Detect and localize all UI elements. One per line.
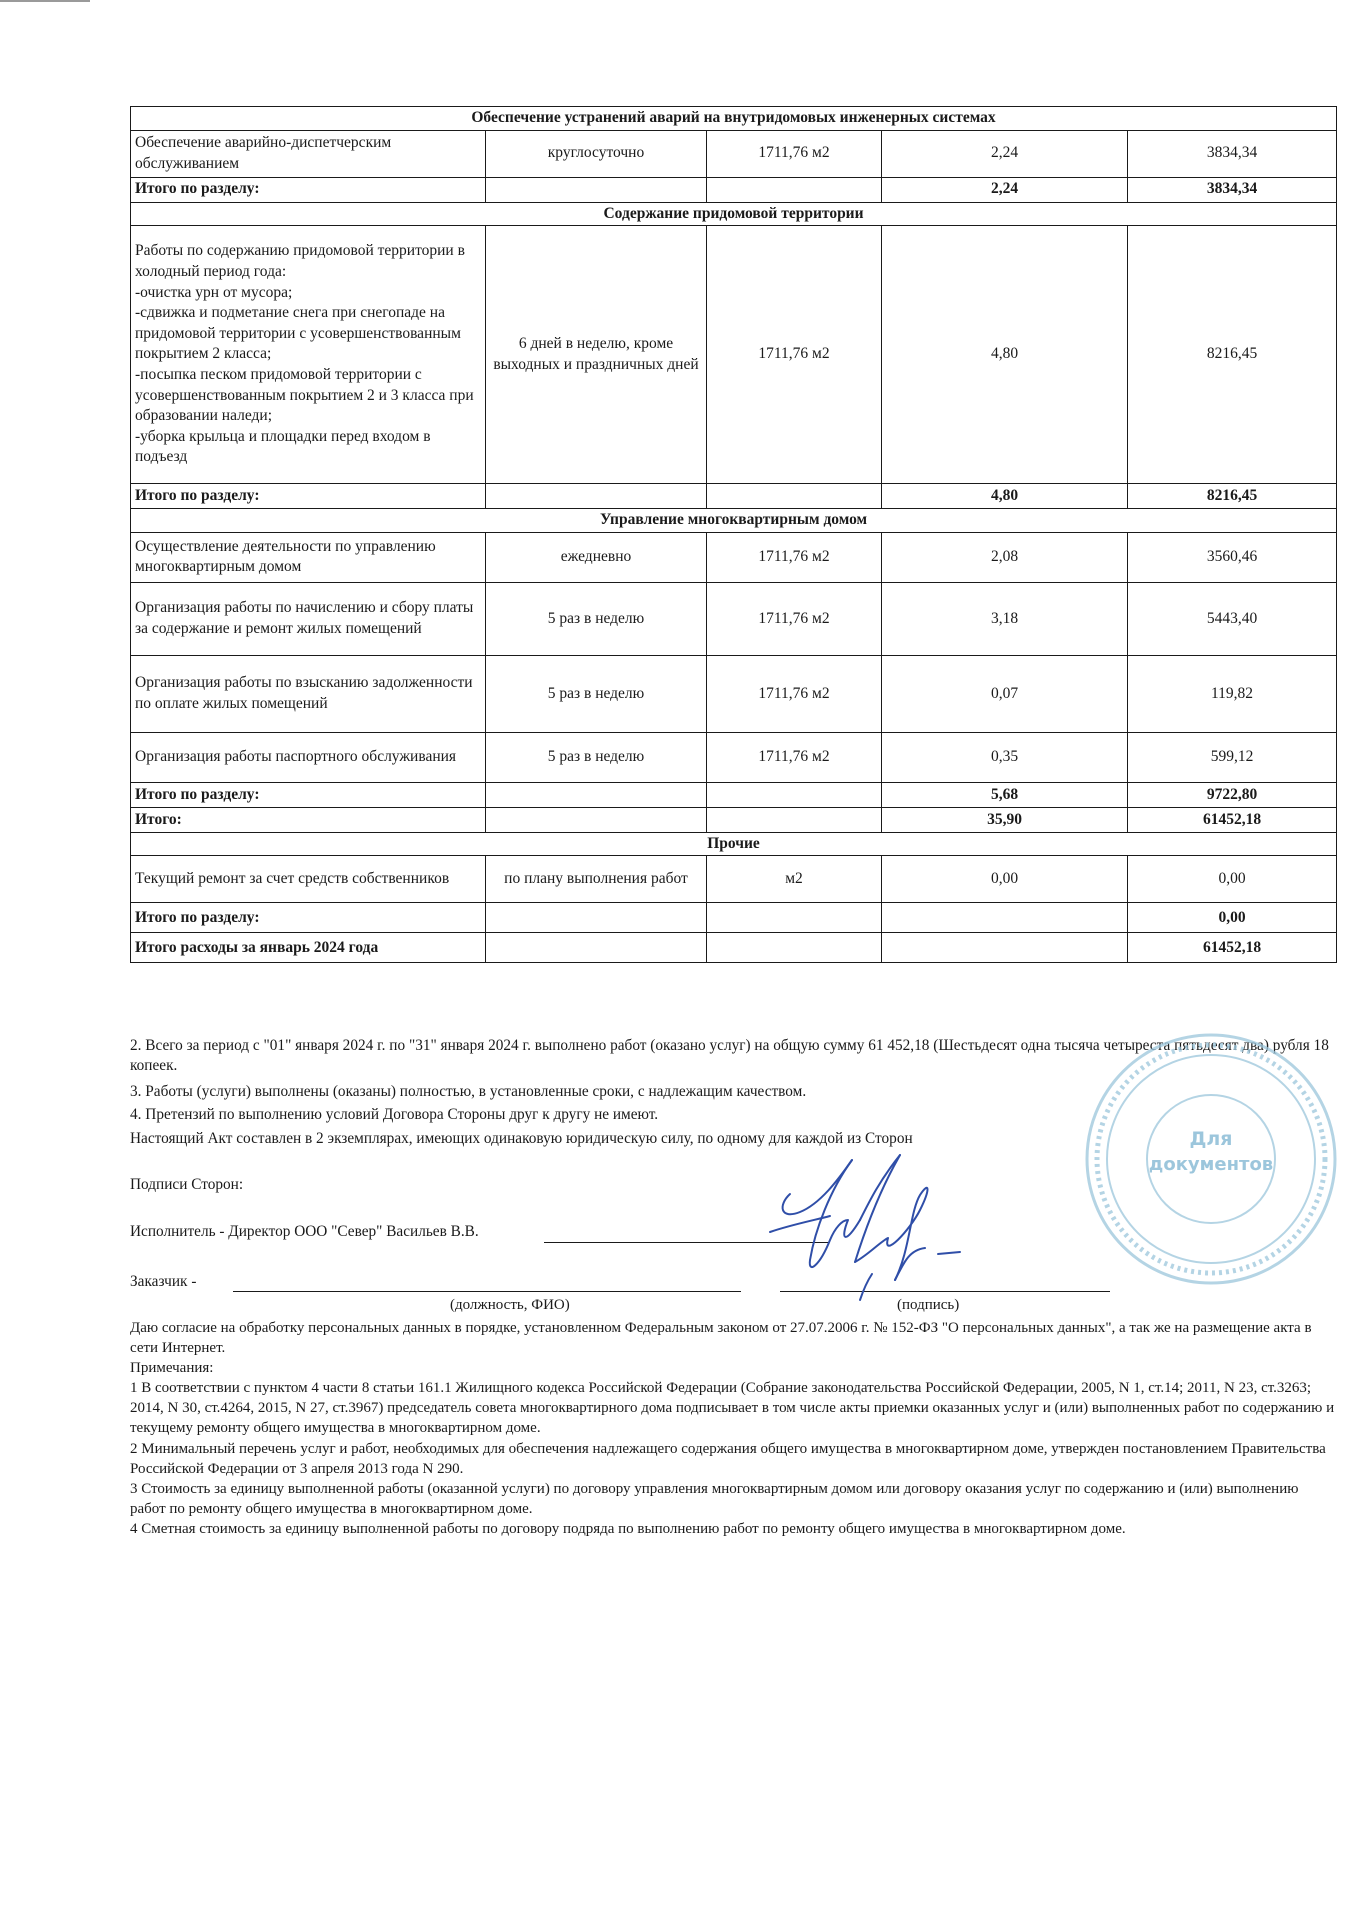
signature-hint: (подпись) <box>897 1297 960 1313</box>
service-area: 1711,76 м2 <box>707 130 882 177</box>
empty-cell <box>486 782 707 807</box>
service-area: 1711,76 м2 <box>707 655 882 732</box>
empty-cell <box>882 903 1128 933</box>
expenses-total-row <box>131 933 1337 963</box>
note-item: 2 Минимальный перечень услуг и работ, необходимых для обеспечения надлежащего содержания общего имущества в многоквартирном доме, утвержден постановлением Правительства Российской Федерации от 3 апреля 2013 года N 290. <box>130 1440 1326 1477</box>
service-sum: 5443,40 <box>1128 582 1337 655</box>
grand-total-label: Итого: <box>131 807 486 832</box>
service-rate: 2,08 <box>882 532 1128 582</box>
section-header-row <box>131 107 1337 131</box>
service-rate: 0,35 <box>882 732 1128 782</box>
service-line: -посыпка песком придомовой территории с усовершенствованным покрытием 2 и 3 класса при образовании наледи; <box>135 366 474 425</box>
service-name <box>131 226 486 484</box>
notes-heading: Примечания: <box>130 1360 214 1377</box>
services-table <box>130 106 1337 963</box>
service-name: Текущий ремонт за счет средств собственников <box>131 856 486 903</box>
section-title: Управление многоквартирным домом <box>131 509 1337 533</box>
service-line: -уборка крыльца и площадки перед входом в подъезд <box>135 427 431 466</box>
grand-total-sum: 61452,18 <box>1128 807 1337 832</box>
paragraph-copies: Настоящий Акт составлен в 2 экземплярах, имеющих одинаковую юридическую силу, по одному для каждой из Сторон <box>130 1130 913 1147</box>
empty-cell <box>882 933 1128 963</box>
executor-label: Исполнитель - Директор ООО "Север" Васильев В.В. <box>130 1223 479 1240</box>
empty-cell <box>486 807 707 832</box>
section-total-row <box>131 903 1337 933</box>
empty-cell <box>486 933 707 963</box>
total-sum: 9722,80 <box>1128 782 1337 807</box>
service-frequency: 5 раз в неделю <box>486 655 707 732</box>
service-rate: 0,00 <box>882 856 1128 903</box>
table-row <box>131 130 1337 177</box>
empty-cell <box>486 484 707 509</box>
paragraph-total-amount: 2. Всего за период с "01" января 2024 г. по "31" января 2024 г. выполнено работ (оказано услуг) на общую сумму 61 452,18 (Шестьдесят одна тысяча четыреста пятьдесят два) рубля 18 копеек. <box>130 1037 1329 1075</box>
section-title: Прочие <box>131 832 1337 856</box>
svg-text:Для: Для <box>1189 1128 1233 1150</box>
customer-label: Заказчик - <box>130 1273 197 1290</box>
service-name: Организация работы паспортного обслуживания <box>131 732 486 782</box>
service-rate: 3,18 <box>882 582 1128 655</box>
service-rate: 2,24 <box>882 130 1128 177</box>
empty-cell <box>707 903 882 933</box>
total-sum: 0,00 <box>1128 903 1337 933</box>
expenses-label: Итого расходы за январь 2024 года <box>131 933 486 963</box>
total-rate: 4,80 <box>882 484 1128 509</box>
customer-position-line <box>233 1291 741 1292</box>
notes-block <box>130 1318 1335 1539</box>
service-name: Организация работы по взысканию задолженности по оплате жилых помещений <box>131 655 486 732</box>
service-frequency: круглосуточно <box>486 130 707 177</box>
service-area: 1711,76 м2 <box>707 532 882 582</box>
table-row <box>131 856 1337 903</box>
service-area: 1711,76 м2 <box>707 732 882 782</box>
service-sum: 599,12 <box>1128 732 1337 782</box>
empty-cell <box>707 782 882 807</box>
section-total-row <box>131 177 1337 202</box>
service-sum: 8216,45 <box>1128 226 1337 484</box>
total-rate: 2,24 <box>882 177 1128 202</box>
section-total-row <box>131 484 1337 509</box>
service-sum: 0,00 <box>1128 856 1337 903</box>
service-frequency: 5 раз в неделю <box>486 732 707 782</box>
empty-cell <box>707 177 882 202</box>
table-row <box>131 655 1337 732</box>
section-header-row <box>131 202 1337 226</box>
note-item: 1 В соответствии с пунктом 4 части 8 статьи 161.1 Жилищного кодекса Российской Федерации (Собрание законодательства Российской Федерации, 2005, N 1, ст.14; 2011, N 23, ст.3263; 2014, N 30, ст.4264, 2015, N 27, ст.3967) председатель совета многоквартирного дома подписывает в том числе акты приемки оказанных услуг и (или) выполненных работ по содержанию и текущему ремонту общего имущества в многоквартирном доме. <box>130 1380 1335 1437</box>
table-row <box>131 732 1337 782</box>
note-item: 4 Сметная стоимость за единицу выполненной работы по договору подряда по выполнению работ по ремонту общего имущества в многоквартирном доме. <box>130 1520 1126 1537</box>
handwritten-signature-icon <box>760 1150 1020 1310</box>
note-item: 3 Стоимость за единицу выполненной работы (оказанной услуги) по договору управления многоквартирным домом или договору оказания услуг по содержанию и (или) выполнению работ по ремонту общего имущества в многоквартирном доме. <box>130 1480 1299 1517</box>
paragraph-claims: 4. Претензий по выполнению условий Договора Стороны друг к другу не имеют. <box>130 1106 659 1123</box>
signatures-title: Подписи Сторон: <box>130 1176 244 1193</box>
table-row <box>131 226 1337 484</box>
total-rate: 5,68 <box>882 782 1128 807</box>
service-rate: 0,07 <box>882 655 1128 732</box>
empty-cell <box>707 933 882 963</box>
service-line: -очистка урн от мусора; <box>135 283 293 301</box>
service-name: Осуществление деятельности по управлению многоквартирным домом <box>131 532 486 582</box>
service-frequency: ежедневно <box>486 532 707 582</box>
consent-text: Даю согласие на обработку персональных данных в порядке, установленном Федеральным законом от 27.07.2006 г. № 152-ФЗ "О персональных данных", а так же на размещение акта в сети Интернет. <box>130 1320 1312 1357</box>
table-row <box>131 582 1337 655</box>
empty-cell <box>486 903 707 933</box>
paragraph-quality: 3. Работы (услуги) выполнены (оказаны) полностью, в установленные сроки, с надлежащим качеством. <box>130 1083 807 1100</box>
empty-cell <box>486 177 707 202</box>
service-frequency: 6 дней в неделю, кроме выходных и праздничных дней <box>486 226 707 484</box>
service-area: м2 <box>707 856 882 903</box>
empty-cell <box>707 484 882 509</box>
service-line: Работы по содержанию придомовой территории в холодный период года: <box>135 242 465 280</box>
service-sum: 3834,34 <box>1128 130 1337 177</box>
table-row <box>131 532 1337 582</box>
empty-cell <box>707 807 882 832</box>
total-label: Итого по разделу: <box>131 782 486 807</box>
service-frequency: по плану выполнения работ <box>486 856 707 903</box>
round-stamp-icon <box>1082 1030 1340 1288</box>
service-frequency: 5 раз в неделю <box>486 582 707 655</box>
total-sum: 8216,45 <box>1128 484 1337 509</box>
total-label: Итого по разделу: <box>131 177 486 202</box>
section-header-row <box>131 509 1337 533</box>
service-line: -сдвижка и подметание снега при снегопаде на придомовой территории с усовершенствованным покрытием 2 класса; <box>135 304 461 363</box>
service-sum: 3560,46 <box>1128 532 1337 582</box>
position-hint: (должность, ФИО) <box>450 1297 570 1313</box>
grand-total-rate: 35,90 <box>882 807 1128 832</box>
total-sum: 3834,34 <box>1128 177 1337 202</box>
section-title: Содержание придомовой территории <box>131 202 1337 226</box>
expenses-sum: 61452,18 <box>1128 933 1337 963</box>
grand-total-row <box>131 807 1337 832</box>
service-name: Организация работы по начислению и сбору платы за содержание и ремонт жилых помещений <box>131 582 486 655</box>
scan-top-rule <box>0 0 90 2</box>
service-name: Обеспечение аварийно-диспетчерским обслуживанием <box>131 130 486 177</box>
service-area: 1711,76 м2 <box>707 582 882 655</box>
total-label: Итого по разделу: <box>131 903 486 933</box>
section-total-row <box>131 782 1337 807</box>
service-area: 1711,76 м2 <box>707 226 882 484</box>
svg-text:документов: документов <box>1148 1154 1274 1175</box>
service-sum: 119,82 <box>1128 655 1337 732</box>
section-header-row <box>131 832 1337 856</box>
section-title: Обеспечение устранений аварий на внутридомовых инженерных системах <box>131 107 1337 131</box>
service-rate: 4,80 <box>882 226 1128 484</box>
total-label: Итого по разделу: <box>131 484 486 509</box>
